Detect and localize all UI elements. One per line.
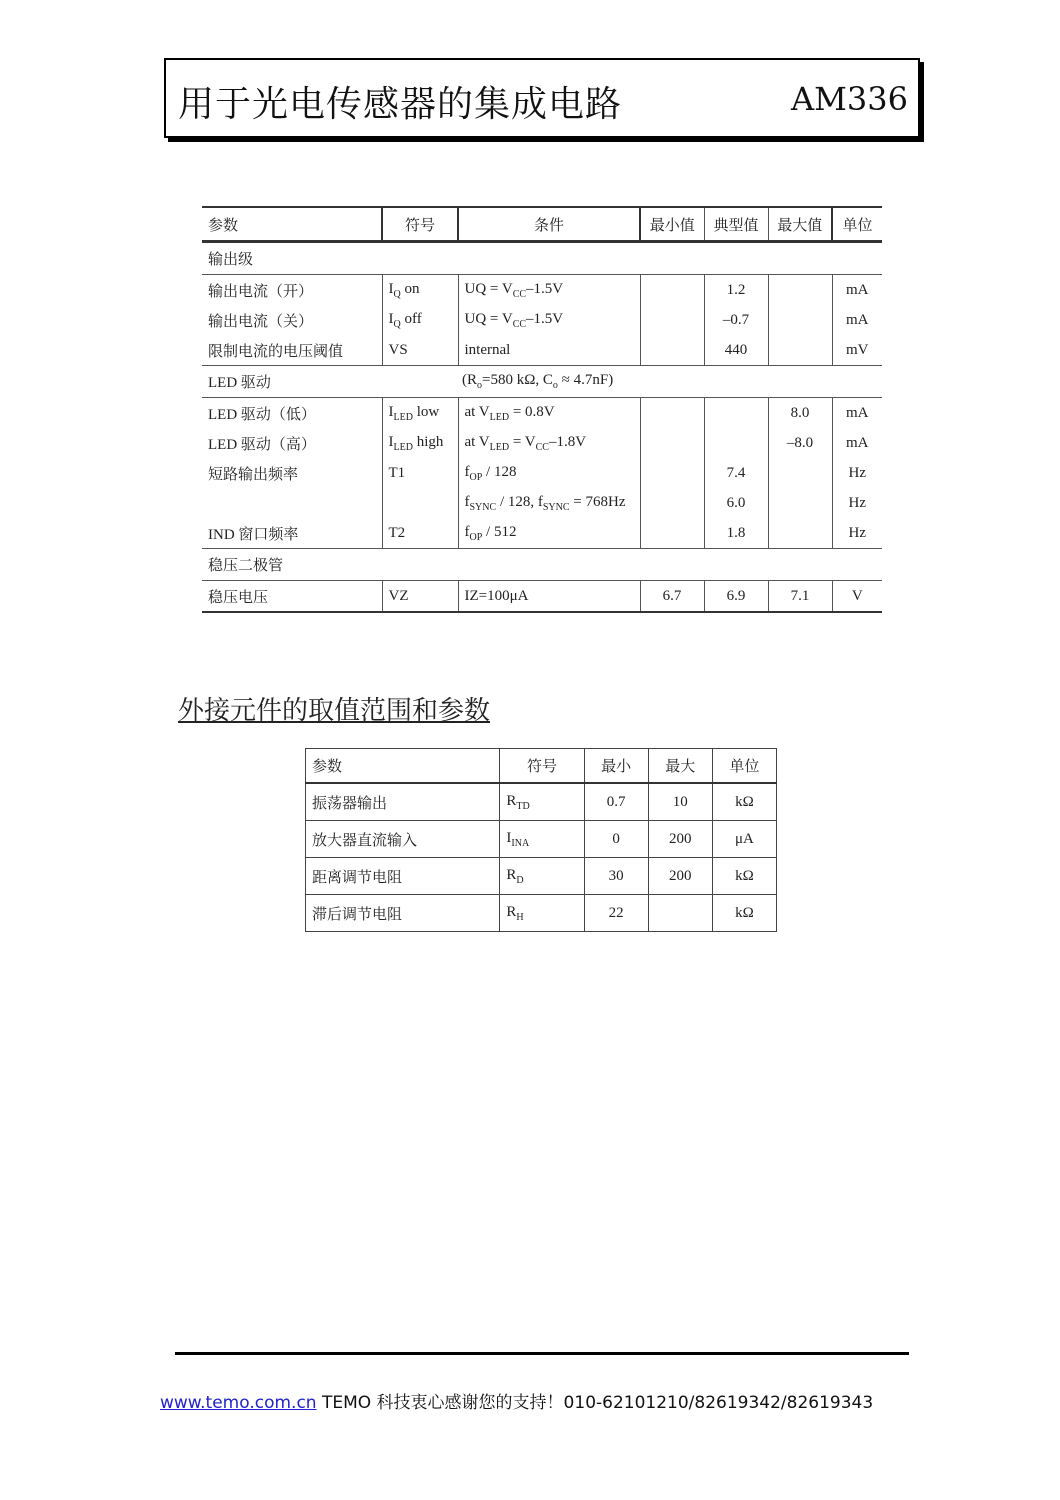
param-cell [202, 488, 382, 518]
document-header [164, 58, 920, 138]
param-cell: 滞后调节电阻 [306, 895, 500, 932]
param-cell: 振荡器输出 [306, 783, 500, 821]
table-row [306, 783, 777, 821]
table2-header-max: 最大 [648, 749, 712, 784]
table2-header-param: 参数 [306, 749, 500, 784]
min-cell [640, 518, 704, 549]
unit-cell: mA [832, 275, 882, 306]
typ-cell [704, 398, 768, 429]
condition-cell: internal [458, 335, 640, 366]
typ-cell: –0.7 [704, 305, 768, 335]
table-row [202, 458, 882, 488]
unit-cell: mA [832, 398, 882, 429]
condition-cell: $f_{OP} / 128$ [458, 458, 640, 488]
condition-cell: $f_{OP} / 512$ [458, 518, 640, 549]
unit-cell: μA [712, 821, 776, 858]
condition-cell: at $V_{LED} = V_{CC}-1.8V$ [458, 428, 640, 458]
symbol-cell: $R_H$ [500, 895, 584, 932]
footer-divider [175, 1352, 909, 1355]
max-cell: –8.0 [768, 428, 832, 458]
typ-cell: 6.0 [704, 488, 768, 518]
group-row-led [202, 366, 882, 398]
table2-header-symbol: 符号 [500, 749, 584, 784]
min-cell: 0.7 [584, 783, 648, 821]
table-row [202, 398, 882, 429]
min-cell: 6.7 [640, 581, 704, 613]
symbol-cell: VZ [382, 581, 458, 613]
unit-cell: V [832, 581, 882, 613]
condition-cell: UQ = $V_{CC}-1.5V$ [458, 305, 640, 335]
symbol-cell: T1 [382, 458, 458, 488]
table1-header-row [202, 207, 882, 242]
external-components-table [305, 748, 777, 932]
condition-cell: at $V_{LED} = 0.8V$ [458, 398, 640, 429]
group-label-led: LED 驱动 [202, 366, 458, 398]
table1-header-unit: 单位 [832, 207, 882, 242]
symbol-cell: $I_Q$ off [382, 305, 458, 335]
min-cell: 0 [584, 821, 648, 858]
max-cell: 7.1 [768, 581, 832, 613]
unit-cell: Hz [832, 518, 882, 549]
min-cell [640, 335, 704, 366]
unit-cell: kΩ [712, 783, 776, 821]
typ-cell: 440 [704, 335, 768, 366]
table-row [306, 895, 777, 932]
table2-header-min: 最小 [584, 749, 648, 784]
param-cell: 输出电流（关） [208, 313, 314, 330]
electrical-characteristics-table [202, 206, 882, 613]
min-cell [640, 428, 704, 458]
unit-cell: Hz [832, 458, 882, 488]
table2-header-unit: 单位 [712, 749, 776, 784]
table-row [202, 488, 882, 518]
min-cell [640, 458, 704, 488]
max-cell [768, 305, 832, 335]
table-row [306, 821, 777, 858]
typ-cell [704, 428, 768, 458]
condition-cell: IZ=100μA [458, 581, 640, 613]
footer [160, 1388, 873, 1413]
led-group-note: ($R_o=580$ kΩ, $C_o \approx 4.7nF$) [458, 366, 882, 398]
table-row [202, 581, 882, 613]
symbol-cell: VS [382, 335, 458, 366]
symbol-cell: $I_Q$ on [382, 275, 458, 306]
table1-header-condition: 条件 [458, 207, 640, 242]
table-row [202, 428, 882, 458]
typ-cell: 1.2 [704, 275, 768, 306]
max-cell [768, 275, 832, 306]
table1-header-param: 参数 [202, 207, 382, 242]
table-row [202, 305, 882, 335]
unit-cell: mV [832, 335, 882, 366]
document-title: 用于光电传感器的集成电路 [178, 84, 623, 125]
max-cell: 200 [648, 821, 712, 858]
symbol-cell [382, 488, 458, 518]
table1-header-typ: 典型值 [704, 207, 768, 242]
footer-contact-text: TEMO 科技衷心感谢您的支持！010-62101210/82619342/82619343 [316, 1393, 874, 1413]
section-title-external-components: 外接元件的取值范围和参数 [178, 696, 491, 726]
symbol-cell: $I_{INA}$ [500, 821, 584, 858]
table-row [202, 518, 882, 549]
max-cell: 10 [648, 783, 712, 821]
max-cell [768, 335, 832, 366]
group-row-zener [202, 549, 882, 581]
unit-cell: mA [832, 305, 882, 335]
condition-cell: UQ = $V_{CC}-1.5V$ [458, 275, 640, 306]
symbol-cell: $I_{LED}$ low [382, 398, 458, 429]
table1-header-symbol: 符号 [382, 207, 458, 242]
min-cell: 30 [584, 858, 648, 895]
group-label-zener: 稳压二极管 [202, 549, 882, 581]
symbol-cell: $R_{TD}$ [500, 783, 584, 821]
symbol-cell: $I_{LED}$ high [382, 428, 458, 458]
param-cell: LED 驱动（低） [208, 406, 316, 423]
param-cell: IND 窗口频率 [208, 526, 299, 543]
param-cell: LED 驱动（高） [208, 436, 316, 453]
website-link[interactable]: www.temo.com.cn [160, 1393, 317, 1413]
min-cell: 22 [584, 895, 648, 932]
min-cell [640, 488, 704, 518]
max-cell: 200 [648, 858, 712, 895]
param-cell: 距离调节电阻 [306, 858, 500, 895]
table-row [306, 858, 777, 895]
unit-cell: mA [832, 428, 882, 458]
max-cell [768, 488, 832, 518]
max-cell [768, 518, 832, 549]
condition-cell: $f_{SYNC} / 128$, $f_{SYNC} = 768Hz$ [458, 488, 640, 518]
min-cell [640, 305, 704, 335]
param-cell: 稳压电压 [202, 581, 382, 613]
unit-cell: kΩ [712, 858, 776, 895]
table-row [202, 275, 882, 306]
param-cell: 短路输出频率 [208, 466, 299, 483]
unit-cell: Hz [832, 488, 882, 518]
typ-cell: 7.4 [704, 458, 768, 488]
group-row-output [202, 242, 882, 275]
unit-cell: kΩ [712, 895, 776, 932]
param-cell: 输出电流（开） [208, 283, 314, 300]
group-label-output: 输出级 [202, 242, 882, 275]
table-row [202, 335, 882, 366]
typ-cell: 6.9 [704, 581, 768, 613]
typ-cell: 1.8 [704, 518, 768, 549]
min-cell [640, 398, 704, 429]
max-cell: 8.0 [768, 398, 832, 429]
table1-header-min: 最小值 [640, 207, 704, 242]
table1-header-max: 最大值 [768, 207, 832, 242]
param-cell: 限制电流的电压阈值 [208, 343, 344, 360]
max-cell [768, 458, 832, 488]
part-number: AM336 [791, 80, 908, 118]
table2-header-row [306, 749, 777, 784]
symbol-cell: $R_D$ [500, 858, 584, 895]
max-cell [648, 895, 712, 932]
param-cell: 放大器直流输入 [306, 821, 500, 858]
symbol-cell: T2 [382, 518, 458, 549]
min-cell [640, 275, 704, 306]
